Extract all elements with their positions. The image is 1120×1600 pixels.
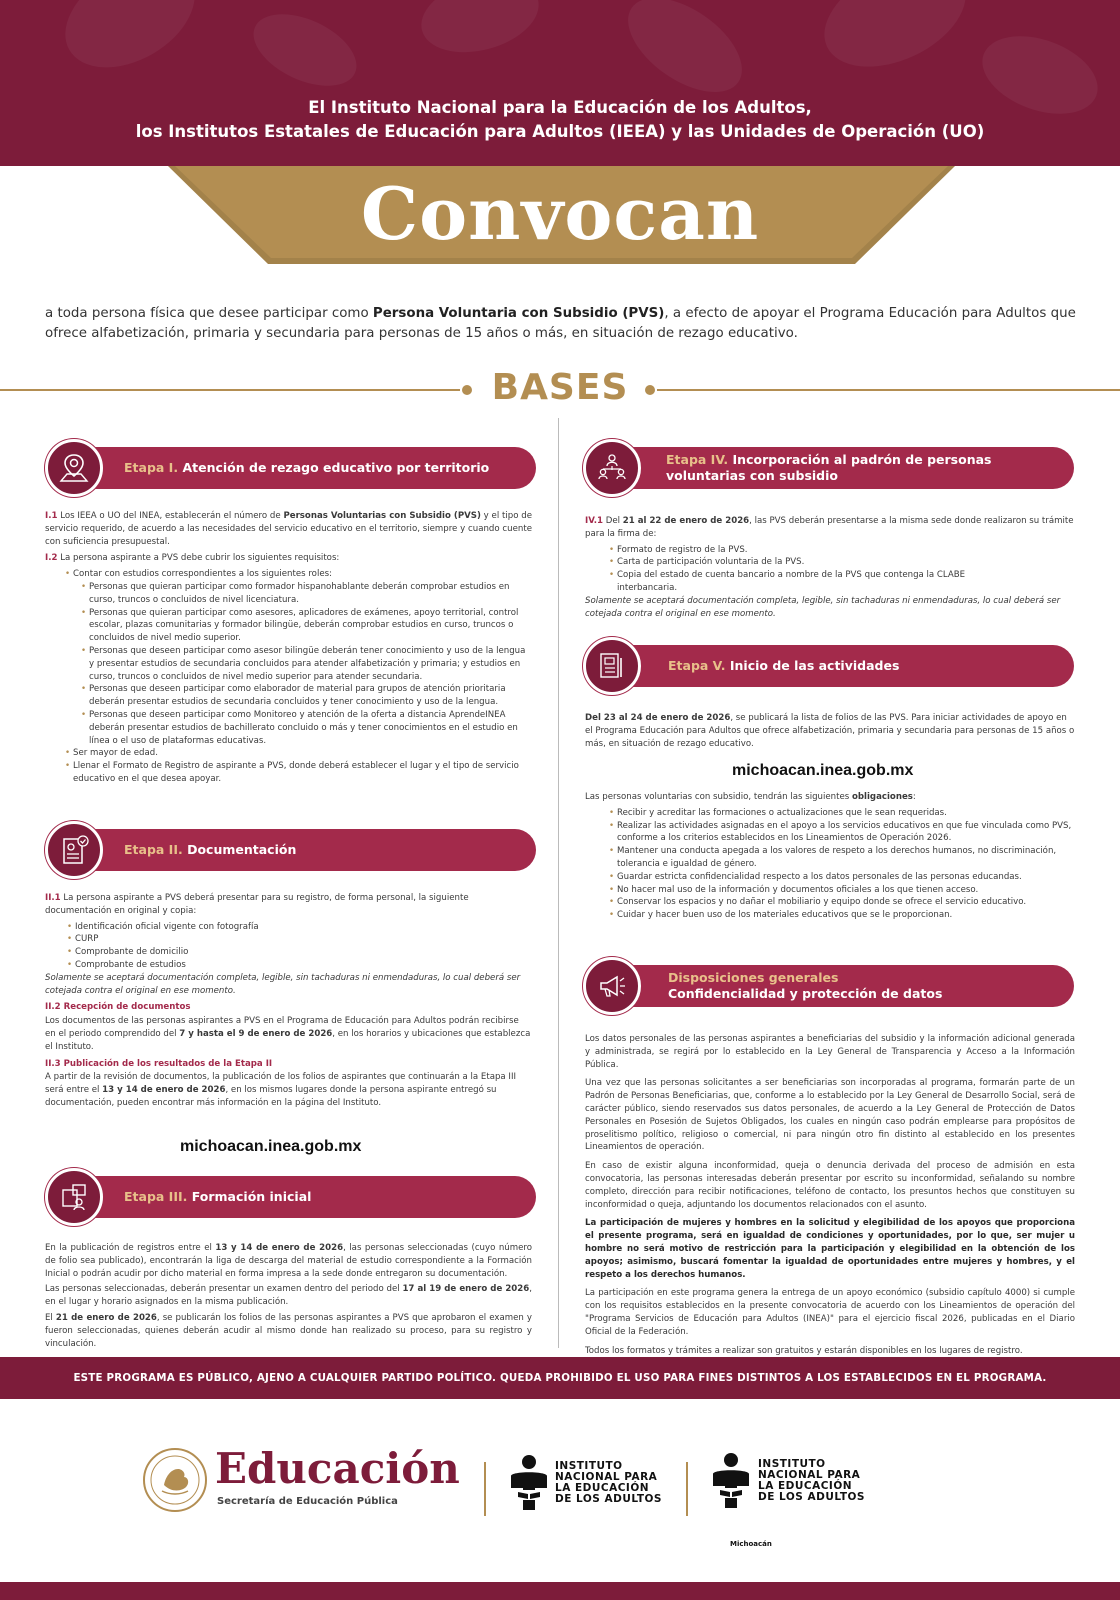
inea-logo-line: DE LOS ADULTOS: [758, 1491, 865, 1503]
sign-item: • Copia del estado de cuenta bancario a nombre de la PVS que contenga la CLABE interbancaria.: [607, 569, 985, 595]
stage-2-heading: [124, 842, 296, 858]
stage-2-icon-circle: [45, 821, 103, 879]
stage-3-para-3-bold: 21 de enero de 2026: [55, 1312, 157, 1323]
doc-item: • CURP: [65, 933, 532, 946]
general-provisions-title-b: Confidencialidad y protección de datos: [668, 986, 943, 1001]
stage-1-item-1: [45, 510, 532, 548]
stage-3-para-2-a: Las personas seleccionadas, deberán presentar un examen dentro del periodo del: [45, 1284, 403, 1295]
obligation-item: • Recibir y acreditar las formaciones o actualizaciones que le sean requeridas.: [607, 807, 1075, 820]
stage-5-body-1: [585, 712, 1075, 753]
stage-2-pill: [50, 829, 536, 871]
obligations-lead-a: Las personas voluntarias con subsidio, tendrán las siguientes: [585, 792, 852, 802]
stage-3-para-1-bold: 13 y 14 de enero de 2026: [215, 1243, 344, 1253]
header-text: [0, 96, 1120, 144]
stage-3-title: Formación inicial: [191, 1189, 312, 1204]
megaphone-icon: [595, 969, 629, 1003]
stage-1-req-age: • Ser mayor de edad.: [63, 747, 532, 760]
stage-3-para-2-bold: 17 al 19 de enero de 2026: [402, 1284, 530, 1295]
obligation-item: • No hacer mal uso de la información y documentos oficiales a los que tienen acceso.: [607, 884, 1075, 897]
stage-2-item-3-b: , en los mismos lugares donde la persona aspirante entregó su documentación, pueden encontrar más información en la página del Instituto.: [45, 1085, 497, 1108]
stage-5-body-2: [585, 791, 1075, 922]
stage-3-para-3-b: , se publicarán los folios de las personas aspirantes a PVS que aprobaron el examen y fueron seleccionadas, quienes deberán acudir al mismo donde han realizado su proceso, para su registro y vinculación.: [45, 1312, 532, 1349]
stage-3-para-3: [45, 1312, 532, 1350]
stage-2-item-2-b: , en los horarios y ubicaciones que establezca el Instituto.: [45, 1028, 531, 1052]
stage-1-item-1-a: Los IEEA o UO del INEA, establecerán el número de: [60, 511, 284, 521]
website-link-left[interactable]: michoacan.inea.gob.mx: [180, 1138, 362, 1155]
stage-4-items: [585, 544, 1075, 595]
intro-paragraph: [45, 304, 1080, 344]
obligations-list: [585, 807, 1075, 922]
stage-3-para-1-a: En la publicación de registros entre el: [45, 1243, 216, 1253]
stage-1-item-2: [45, 552, 532, 565]
stage-1-item-1-b: y el tipo de servicio requerido, de acuerdo a las necesidades del servicio educativo en el territorio, siempre y cuando cuente con suficiencia presupuestal.: [45, 511, 532, 547]
people-network-icon: [595, 451, 629, 485]
stage-4-heading: [666, 452, 991, 484]
general-para-6: Todos los formatos y trámites a realizar son gratuitos y estarán disponibles en los lugares de registro.: [585, 1345, 1023, 1356]
sign-item: • Formato de registro de la PVS.: [607, 544, 985, 557]
banner-title: Convocan: [360, 171, 760, 256]
stage-2-item-3-heading: II.3 Publicación de los resultados de la Etapa II: [45, 1058, 273, 1069]
stage-1-icon-circle: [45, 439, 103, 497]
inea-logo-line: NACIONAL PARA: [555, 1471, 658, 1483]
column-divider: [558, 418, 559, 1348]
inea-logo-line: LA EDUCACIÓN: [555, 1482, 650, 1494]
stage-1-label: Etapa I.: [124, 460, 179, 475]
stage-5-pill: [588, 645, 1074, 687]
stage-5-icon-circle: [583, 637, 641, 695]
inea-logo-state: Michoacán: [730, 1540, 772, 1548]
inea-logo-icon: [506, 1454, 552, 1512]
inea-logo-line: DE LOS ADULTOS: [555, 1493, 662, 1505]
stage-1-title: Atención de rezago educativo por territorio: [182, 460, 490, 475]
general-para-3: En caso de existir alguna inconformidad, queja o denuncia derivada del proceso de admisión en esta convocatoria, las personas interesadas deberán presentar por escrito su inconformidad, señalando su nombre completo, dirección para recibir notificaciones, teléfono de contacto, los presuntos hechos que constituyen su inconformidad o queja, adjuntando los documentos relacionados con el asunto.: [585, 1161, 1075, 1210]
footer-notice-bar: [0, 1357, 1120, 1399]
bases-title: BASES: [491, 367, 629, 408]
obligation-item: • Conservar los espacios y no dañar el mobiliario y equipo donde se ofrece el servicio educativo.: [607, 896, 1075, 909]
obligation-item: • Cuidar y hacer buen uso de los materiales educativos que se le proporcionan.: [607, 909, 1075, 922]
stage-2-item-3-bold: 13 y 14 de enero de 2026: [102, 1085, 226, 1096]
inea-logo-text-2: [758, 1459, 865, 1503]
education-logo-subtitle: Secretaría de Educación Pública: [217, 1496, 398, 1507]
intro-before: a toda persona física que desee participar como: [45, 306, 373, 321]
stage-5-title: Inicio de las actividades: [729, 658, 900, 673]
general-provisions-title-a: Disposiciones generales: [668, 970, 839, 985]
doc-item: • Comprobante de domicilio: [65, 946, 532, 959]
obligations-lead: [585, 791, 1075, 804]
document-list-icon: [595, 649, 629, 683]
stage-1-body: [45, 510, 532, 786]
stage-4-body: [585, 515, 1075, 623]
stage-1-req-lead-text: Contar con estudios correspondientes a los siguientes roles:: [73, 569, 332, 580]
intro-after: , a efecto de apoyar el Programa Educación para Adultos que ofrece alfabetización, primaria y secundaria para personas de 15 años o más, en situación de rezago educativo.: [45, 306, 1076, 341]
header-line-1: El Instituto Nacional para la Educación de los Adultos,: [308, 98, 812, 117]
stage-5-label: Etapa V.: [668, 658, 726, 673]
website-link-right[interactable]: michoacan.inea.gob.mx: [732, 762, 914, 779]
inea-logo-line: NACIONAL PARA: [758, 1469, 861, 1481]
stage-1-item-2-num: I.2: [45, 553, 58, 564]
stage-3-para-1: [45, 1242, 532, 1280]
bases-heading-row: [0, 364, 1120, 414]
stage-5-heading: [668, 658, 899, 674]
stage-4-item-1-num: IV.1: [585, 516, 603, 526]
bottom-strip: [0, 1582, 1120, 1600]
obligations-lead-bold: obligaciones: [851, 792, 913, 802]
inea-logo-text-1: [555, 1461, 662, 1505]
general-para-4: La participación de mujeres y hombres en la solicitud y elegibilidad de los apoyos que proporciona el presente programa, será en igualdad de condiciones y oportunidades, por lo que, ser mujer u hombre no será motivo de restricción para la participación y elegibilidad en la obtención de los apoyos; asimismo, buscará fomentar la igualdad de oportunidades entre mujeres y hombres, y el respeto a los derechos humanos.: [585, 1218, 1075, 1280]
obligation-item: • Realizar las actividades asignadas en el apoyo a los servicios educativos en que fue vinculada como PVS, conforme a los criterios establecidos en los Lineamientos de Operación 2026.: [607, 820, 1075, 846]
header-band: [0, 0, 1120, 166]
header-line-2: los Institutos Estatales de Educación para Adultos (IEEA) y las Unidades de Operación (UO): [135, 122, 985, 141]
inea-michoacan-logo-icon: [708, 1452, 754, 1510]
role-item: • Personas que quieran participar como formador hispanohablante deberán comprobar estudios en curso, truncos o concluidos de nivel licenciatura.: [79, 581, 532, 607]
eagle-seal-icon: [142, 1447, 208, 1513]
footer-notice: ESTE PROGRAMA ES PÚBLICO, AJENO A CUALQUIER PARTIDO POLÍTICO. QUEDA PROHIBIDO EL USO PARA FINES DISTINTOS A LOS ESTABLECIDOS EN EL PROGRAMA.: [73, 1372, 1047, 1384]
document-check-icon: [57, 833, 91, 867]
stage-4-label: Etapa IV.: [666, 452, 729, 467]
stage-2-item-1-num: II.1: [45, 893, 61, 903]
stage-2-label: Etapa II.: [124, 842, 183, 857]
stage-5-para-1: [585, 712, 1075, 750]
logo-separator-1: [484, 1462, 486, 1516]
stage-1-item-1-bold: Personas Voluntarias con Subsidio (PVS): [283, 511, 481, 521]
general-provisions-body: [585, 1033, 1075, 1379]
stage-2-title: Documentación: [187, 842, 297, 857]
bases-rule-right: [657, 389, 1120, 391]
stage-2-item-2-heading: II.2 Recepción de documentos: [45, 1002, 191, 1013]
obligations-lead-b: :: [912, 792, 916, 802]
stage-3-label: Etapa III.: [124, 1189, 188, 1204]
stage-1-item-1-num: I.1: [45, 511, 58, 521]
role-item: • Personas que quieran participar como asesores, aplicadores de exámenes, apoyo territorial, control escolar, plazas comunitarias y formador bilingüe, deberán comprobar estudios en curso, truncos o concluidos de nivel medio superior.: [79, 607, 532, 645]
stage-2-item-2-a: Los documentos de las personas aspirantes a PVS en el Programa de Educación para Adultos podrán recibirse en el periodo comprendido del: [45, 1016, 519, 1039]
stage-5-para-1-bold: Del 23 al 24 de enero de 2026: [585, 713, 731, 723]
stage-3-icon-circle: [45, 1168, 103, 1226]
general-para-2: Una vez que las personas solicitantes a ser beneficiarias son incorporadas al programa, formarán parte de un Padrón de Personas Beneficiarias, que, conforme a lo establecido por la Ley General de Desarrollo Social, será de carácter público, siendo reservados sus datos personales, de acuerdo a la Ley General de Protección de Datos Personales en Posesión de Sujetos Obligados, los cuales en ningún caso podrán emplearse para propósitos de proselitismo político, religioso o comercial, ni para ningún otro fin distinto al establecido en los presentes Lineamientos de operación.: [585, 1078, 1075, 1153]
convocan-banner: [0, 166, 1120, 270]
education-logo-text: Educación: [215, 1444, 460, 1493]
stage-4-item-1-a: Del: [605, 516, 623, 526]
inea-logo-line: LA EDUCACIÓN: [758, 1480, 853, 1492]
stage-2-item-1: [45, 892, 532, 918]
obligation-item: • Mantener una conducta apegada a los valores de respeto a los derechos humanos, no discriminación, tolerancia e igualdad de género.: [607, 845, 1075, 871]
stage-4-title-a: Incorporación al padrón de personas: [732, 452, 992, 467]
logo-separator-2: [686, 1462, 688, 1516]
role-item: • Personas que deseen participar como Monitoreo y atención de la oferta a distancia AprendeINEA deberán presentar estudios de bachillerato concluido o más y tener conocimientos en el estudio en línea o el uso de plataformas educativas.: [79, 709, 532, 747]
stage-4-title-b: voluntarias con subsidio: [666, 468, 838, 483]
stage-2-docs: [45, 921, 532, 972]
doc-item: • Comprobante de estudios: [65, 959, 532, 972]
stage-4-item-1-b: , las PVS deberán presentarse a la misma sede donde realizaron su trámite para la firma de:: [585, 516, 1074, 539]
stage-3-para-2-b: , en el lugar y horario asignados en la misma publicación.: [45, 1284, 532, 1308]
stage-2-item-2: [45, 1015, 532, 1053]
stage-1-requirements: [45, 568, 532, 786]
stage-2-item-1-text: La persona aspirante a PVS deberá presentar para su registro, de forma personal, la siguiente documentación en original y copia:: [45, 893, 469, 916]
stage-1-pill: [50, 447, 536, 489]
stage-2-body: [45, 892, 532, 1113]
inea-logo-line: INSTITUTO: [758, 1458, 826, 1470]
role-item: • Personas que deseen participar como asesor bilingüe deberán tener conocimiento y uso de la lengua y presentar estudios de secundaria concluidos para atender alfabetización y primaria; y estudios en curso, truncos o concluidos de nivel medio superior para atender secundaria.: [79, 645, 532, 683]
stage-3-heading: [124, 1189, 311, 1205]
general-para-5: La participación en este programa genera la entrega de un apoyo económico (subsidio capítulo 4000) si cumple con los requisitos establecidos en la presente convocatoria de acuerdo con los Lineamientos de operación del "Programa Servicios de Educación para Adultos (INEA)" para el ejercicio fiscal 2026, publicadas en el Diario Oficial de la Federación.: [585, 1288, 1075, 1337]
stage-1-roles: [73, 581, 532, 747]
inea-logo-line: INSTITUTO: [555, 1460, 623, 1472]
stage-1-req-lead: [63, 568, 532, 747]
map-pin-icon: [57, 451, 91, 485]
stage-4-note: Solamente se aceptará documentación completa, legible, sin tachaduras ni enmendaduras, lo cual deberá ser cotejada contra el original en ese momento.: [585, 595, 1061, 619]
general-provisions-heading: [668, 970, 942, 1002]
stage-4-item-1-bold: 21 al 22 de enero de 2026: [622, 516, 750, 526]
intro-bold: Persona Voluntaria con Subsidio (PVS): [372, 306, 665, 321]
general-provisions-icon-circle: [583, 957, 641, 1015]
stage-2-note: Solamente se aceptará documentación completa, legible, sin tachaduras ni enmendaduras, lo cual deberá ser cotejada contra el original en ese momento.: [45, 972, 521, 996]
stage-5-para-1-b: , se publicará la lista de folios de las PVS. Para iniciar actividades de apoyo en el Programa Educación para Adultos que ofrece alfabetización, primaria y secundaria para personas de 15 años o más, en situación de rezago educativo.: [585, 713, 1075, 749]
stage-3-para-2: [45, 1283, 532, 1309]
sign-item: • Carta de participación voluntaria de la PVS.: [607, 556, 985, 569]
stage-1-req-form: • Llenar el Formato de Registro de aspirante a PVS, donde deberá establecer el lugar y el tipo de servicio educativo en el que desea apoyar.: [63, 760, 532, 786]
stage-3-pill: [50, 1176, 536, 1218]
stage-4-pill: [588, 447, 1074, 489]
logo-row: [0, 1400, 1120, 1580]
training-icon: [57, 1180, 91, 1214]
stage-4-icon-circle: [583, 439, 641, 497]
general-para-1: Los datos personales de las personas aspirantes a beneficiarias del subsidio y la información adicional generada y administrada, se regirá por lo establecido en la Ley General de Transparencia y Acceso a la Información Pública.: [585, 1034, 1075, 1070]
doc-item: • Identificación oficial vigente con fotografía: [65, 921, 532, 934]
bases-dot-right: [645, 385, 655, 395]
stage-1-heading: [124, 460, 489, 476]
role-item: • Personas que deseen participar como elaborador de material para grupos de atención prioritaria deberán presentar estudios de secundaria concluidos y tener conocimiento y uso de la lengua.: [79, 683, 532, 709]
obligation-item: • Guardar estricta confidencialidad respecto a los datos personales de las personas educandas.: [607, 871, 1075, 884]
stage-2-item-3-a: A partir de la revisión de documentos, la publicación de los folios de aspirantes que continuarán a la Etapa III será entre el: [45, 1072, 517, 1096]
stage-3-para-1-b: , las personas seleccionadas (cuyo número de folio sea publicado), encontrarán la liga de descarga del material de estudio correspondiente a la Formación Inicial o podrán acudir por dicho material en forma impresa a la sede donde entregaron su documentación.: [45, 1243, 532, 1279]
stage-3-body: [45, 1242, 532, 1353]
general-provisions-pill: [588, 965, 1074, 1007]
stage-1-item-2-text: La persona aspirante a PVS debe cubrir los siguientes requisitos:: [60, 553, 340, 564]
stage-2-item-3: [45, 1071, 532, 1109]
stage-3-para-3-a: El: [45, 1312, 56, 1323]
stage-2-item-2-bold: 7 y hasta el 9 de enero de 2026: [179, 1028, 333, 1039]
stage-4-item-1: [585, 515, 1075, 541]
